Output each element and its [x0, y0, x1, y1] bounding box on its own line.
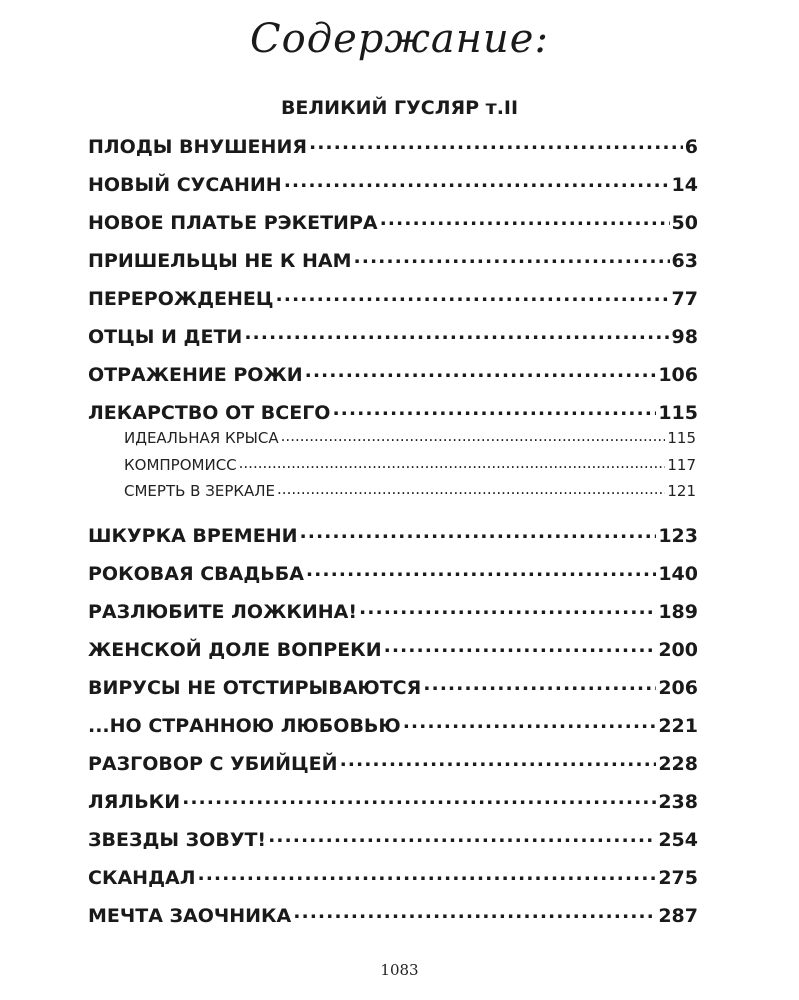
toc-entry[interactable]: [88, 903, 698, 928]
toc-entry-page: 206: [658, 677, 698, 699]
contents-heading: Содержание:: [250, 16, 549, 62]
toc-subentry[interactable]: [124, 428, 696, 448]
toc-entry[interactable]: [88, 324, 698, 349]
dot-leader: [276, 286, 670, 305]
dot-leader: [306, 561, 656, 580]
toc-entry[interactable]: [88, 599, 698, 624]
toc-entry[interactable]: [88, 713, 698, 738]
toc-entry-page: 275: [658, 867, 698, 889]
toc-entry-page: 106: [658, 364, 698, 386]
dot-leader: [332, 400, 656, 419]
dot-leader: [293, 903, 656, 922]
toc-entry[interactable]: [88, 523, 698, 548]
toc-entry-title: ЛЕКАРСТВО ОТ ВСЕГО: [88, 402, 331, 424]
toc-entry-page: 123: [658, 525, 698, 547]
toc-subentry-page: 117: [667, 456, 696, 474]
toc-entry-title: ЗВЕЗДЫ ЗОВУТ!: [88, 829, 267, 851]
toc-entry-title: МЕЧТА ЗАОЧНИКА: [88, 905, 292, 927]
toc-entry[interactable]: [88, 637, 698, 662]
toc-subentry-title: СМЕРТЬ В ЗЕРКАЛЕ: [124, 482, 276, 500]
toc-entry-title: ЖЕНСКОЙ ДОЛЕ ВОПРЕКИ: [88, 639, 382, 661]
dot-leader: [182, 789, 656, 808]
dot-leader: [300, 523, 657, 542]
toc-entry-title: ОТРАЖЕНИЕ РОЖИ: [88, 364, 303, 386]
toc-entry[interactable]: [88, 248, 698, 273]
toc-entry[interactable]: [88, 400, 698, 425]
toc-entry-page: 140: [658, 563, 698, 585]
section-title: ВЕЛИКИЙ ГУСЛЯР т.II: [280, 97, 519, 119]
toc-entry[interactable]: [88, 827, 698, 852]
toc-entry[interactable]: [88, 751, 698, 776]
dot-leader: [403, 713, 657, 732]
page-number: 1083: [380, 961, 419, 979]
toc-entry-title: ПРИШЕЛЬЦЫ НЕ К НАМ: [88, 250, 352, 272]
toc-entry[interactable]: [88, 675, 698, 700]
dot-leader: [281, 428, 666, 443]
toc-entry[interactable]: [88, 561, 698, 586]
toc-subentry-title: КОМПРОМИСС: [124, 456, 237, 474]
dot-leader: [198, 865, 657, 884]
toc-entry-title: НОВОЕ ПЛАТЬЕ РЭКЕТИРА: [88, 212, 378, 234]
toc-entry-title: СКАНДАЛ: [88, 867, 196, 889]
dot-leader: [244, 324, 669, 343]
dot-leader: [277, 481, 665, 496]
toc-subentry[interactable]: [124, 481, 696, 501]
toc-entry-title: ВИРУСЫ НЕ ОТСТИРЫВАЮТСЯ: [88, 677, 422, 699]
toc-entry-page: 115: [658, 402, 698, 424]
toc-entry[interactable]: [88, 789, 698, 814]
toc-entry-title: РАЗЛЮБИТЕ ЛОЖКИНА!: [88, 601, 358, 623]
dot-leader: [380, 210, 670, 229]
toc-entry[interactable]: [88, 865, 698, 890]
toc-entry-page: 50: [671, 212, 698, 234]
toc-entry-page: 228: [658, 753, 698, 775]
toc-entry-page: 254: [658, 829, 698, 851]
dot-leader: [423, 675, 656, 694]
toc-entry-title: РОКОВАЯ СВАДЬБА: [88, 563, 304, 585]
dot-leader: [284, 172, 670, 191]
toc-entry-title: ПЛОДЫ ВНУШЕНИЯ: [88, 136, 307, 158]
toc-subentry-title: ИДЕАЛЬНАЯ КРЫСА: [124, 429, 279, 447]
toc-subentry[interactable]: [124, 455, 696, 475]
toc-entry[interactable]: [88, 362, 698, 387]
toc-entry-page: 6: [684, 136, 698, 158]
dot-leader: [354, 248, 670, 267]
dot-leader: [359, 599, 656, 618]
toc-entry-page: 98: [671, 326, 698, 348]
toc-entry-title: НОВЫЙ СУСАНИН: [88, 174, 282, 196]
dot-leader: [309, 134, 683, 153]
toc-entry[interactable]: [88, 134, 698, 159]
toc-entry-page: 14: [671, 174, 698, 196]
toc-entry-title: ...НО СТРАННОЮ ЛЮБОВЬЮ: [88, 715, 401, 737]
toc-entry[interactable]: [88, 286, 698, 311]
toc-subentry-page: 115: [667, 429, 696, 447]
toc-entry-title: ПЕРЕРОЖДЕНЕЦ: [88, 288, 274, 310]
toc-entry-page: 221: [658, 715, 698, 737]
dot-leader: [384, 637, 657, 656]
dot-leader: [340, 751, 657, 770]
toc-entry-title: РАЗГОВОР С УБИЙЦЕЙ: [88, 753, 338, 775]
toc-entry-title: ЛЯЛЬКИ: [88, 791, 181, 813]
toc-entry-page: 63: [671, 250, 698, 272]
toc-entry-title: ОТЦЫ И ДЕТИ: [88, 326, 243, 348]
toc-subentry-page: 121: [667, 482, 696, 500]
toc-entry-page: 287: [658, 905, 698, 927]
toc-entry-page: 189: [658, 601, 698, 623]
dot-leader: [268, 827, 656, 846]
toc-entry-title: ШКУРКА ВРЕМЕНИ: [88, 525, 298, 547]
toc-entry-page: 238: [658, 791, 698, 813]
toc-entry[interactable]: [88, 172, 698, 197]
dot-leader: [305, 362, 657, 381]
dot-leader: [239, 455, 666, 470]
toc-entry-page: 77: [671, 288, 698, 310]
toc-entry[interactable]: [88, 210, 698, 235]
toc-entry-page: 200: [658, 639, 698, 661]
